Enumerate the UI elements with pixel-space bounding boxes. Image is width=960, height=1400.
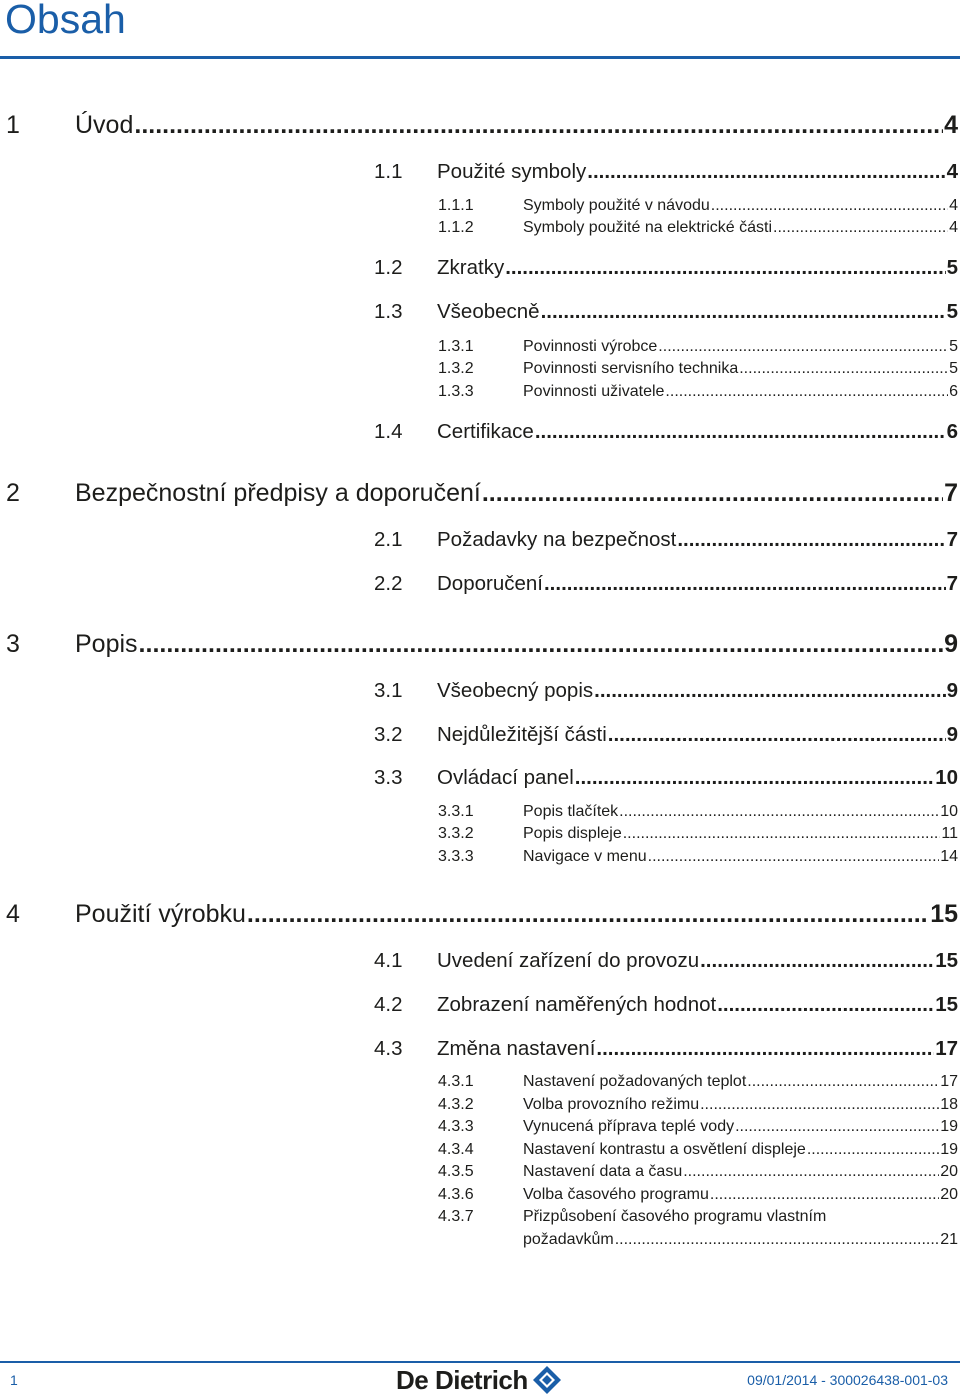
- toc-page: 4: [944, 111, 958, 139]
- toc-title: Ovládací panel: [437, 766, 574, 789]
- toc-page: 15: [935, 993, 958, 1016]
- toc-page: 7: [946, 572, 958, 595]
- toc-leader: [134, 111, 943, 140]
- toc-page: 4: [949, 197, 958, 214]
- toc-page: 14: [940, 848, 958, 865]
- footer-divider: [0, 1361, 960, 1363]
- toc-entry-4-3-5[interactable]: [438, 1163, 958, 1184]
- toc-entry-3-3[interactable]: [374, 766, 958, 792]
- toc-page: 19: [940, 1141, 958, 1158]
- toc-title: Popis: [75, 630, 138, 658]
- toc-page: 10: [935, 766, 958, 789]
- toc-number: 2: [6, 479, 20, 507]
- footer-document-reference: 09/01/2014 - 300026438-001-03: [747, 1372, 948, 1388]
- toc-leader: [587, 160, 945, 184]
- toc-title: Všeobecný popis: [437, 679, 594, 702]
- toc-page: 20: [940, 1186, 958, 1203]
- toc-entry-3-3-2[interactable]: [438, 825, 958, 846]
- toc-title: Povinnosti servisního technika: [523, 360, 739, 377]
- toc-entry-1-1-1[interactable]: [438, 197, 958, 218]
- toc-number: 4.3: [374, 1037, 403, 1060]
- toc-entry-3-1[interactable]: [374, 679, 958, 705]
- toc-number: 4.1: [374, 949, 403, 972]
- toc-page: 5: [949, 338, 958, 355]
- toc-leader: [700, 1096, 939, 1114]
- toc-page: 5: [949, 360, 958, 377]
- toc-number: 1.3.2: [438, 360, 474, 377]
- toc-page: 20: [940, 1163, 958, 1180]
- brand-name: De Dietrich: [396, 1364, 528, 1395]
- toc-entry-1[interactable]: [6, 111, 958, 143]
- toc-leader: [658, 338, 948, 356]
- toc-title: Změna nastavení: [437, 1037, 596, 1060]
- toc-title: Zkratky: [437, 256, 505, 279]
- toc-leader: [773, 219, 948, 237]
- toc-number: 4.3.1: [438, 1073, 474, 1090]
- toc-title: Volba provozního režimu: [523, 1096, 700, 1113]
- toc-leader: [608, 723, 946, 747]
- toc-number: 1.3.3: [438, 383, 474, 400]
- toc-page: 9: [944, 630, 958, 658]
- toc-title: Všeobecně: [437, 300, 540, 323]
- toc-page: 17: [935, 1037, 958, 1060]
- toc-entry-4-3-3[interactable]: [438, 1118, 958, 1139]
- toc-entry-3-2[interactable]: [374, 723, 958, 749]
- toc-number: 4.3.4: [438, 1141, 474, 1158]
- toc-entry-4-3-2[interactable]: [438, 1096, 958, 1117]
- toc-number: 1: [6, 111, 20, 139]
- toc-title: Úvod: [75, 111, 134, 139]
- toc-entry-1-2[interactable]: [374, 256, 958, 282]
- toc-title: Nastavení data a času: [523, 1163, 683, 1180]
- toc-number: 3.3: [374, 766, 403, 789]
- toc-entry-4-3-1[interactable]: [438, 1073, 958, 1094]
- brand-logo: [396, 1364, 562, 1396]
- toc-leader: [139, 630, 944, 659]
- toc-leader: [615, 1231, 939, 1249]
- toc-leader: [619, 803, 939, 821]
- toc-number: 1.3: [374, 300, 403, 323]
- page-header: [0, 0, 960, 46]
- toc-leader: [544, 572, 946, 596]
- toc-number: 3.2: [374, 723, 403, 746]
- toc-title: Uvedení zařízení do provozu: [437, 949, 700, 972]
- toc-number: 3.1: [374, 679, 403, 702]
- toc-number: 3.3.3: [438, 848, 474, 865]
- toc-number: 3: [6, 630, 20, 658]
- toc-leader: [665, 383, 948, 401]
- toc-title: Povinnosti výrobce: [523, 338, 658, 355]
- toc-number: 4.3.5: [438, 1163, 474, 1180]
- toc-leader: [596, 1037, 934, 1061]
- toc-number: 4: [6, 900, 20, 928]
- toc-title: Nastavení požadovaných teplot: [523, 1073, 747, 1090]
- toc-leader: [683, 1163, 939, 1181]
- toc-number: 4.3.2: [438, 1096, 474, 1113]
- toc-leader: [541, 300, 946, 324]
- toc-leader: [648, 848, 940, 866]
- toc-page: 11: [941, 825, 958, 842]
- toc-page: 9: [946, 679, 958, 702]
- page-title: Obsah: [5, 0, 126, 42]
- toc-title: Symboly použité v návodu: [523, 197, 710, 214]
- toc-title: Povinnosti uživatele: [523, 383, 665, 400]
- toc-entry-3-3-1[interactable]: [438, 803, 958, 824]
- toc-entry-2[interactable]: [6, 479, 958, 511]
- toc-leader: [247, 900, 929, 929]
- toc-page: 15: [930, 900, 958, 928]
- toc-page: 6: [946, 420, 958, 443]
- toc-page: 7: [946, 528, 958, 551]
- toc-entry-1-4[interactable]: [374, 420, 958, 446]
- toc-page: 10: [940, 803, 958, 820]
- toc-number: 3.3.2: [438, 825, 474, 842]
- toc-title: Přizpůsobení časového programu vlastním: [523, 1208, 827, 1225]
- toc-page: 19: [940, 1118, 958, 1135]
- toc-title: Navigace v menu: [523, 848, 647, 865]
- toc-page: 9: [946, 723, 958, 746]
- toc-leader: [739, 360, 948, 378]
- toc-page: 6: [949, 383, 958, 400]
- toc-entry-1-3-1[interactable]: [438, 338, 958, 359]
- toc-title: Vynucená příprava teplé vody: [523, 1118, 735, 1135]
- toc-leader: [623, 825, 941, 843]
- toc-entry-3-3-3[interactable]: [438, 848, 958, 869]
- toc-number: 1.2: [374, 256, 403, 279]
- toc-page: 21: [940, 1231, 958, 1248]
- toc-leader: [594, 679, 945, 703]
- toc-title: Volba časového programu: [523, 1186, 709, 1203]
- toc-entry-2-2[interactable]: [374, 572, 958, 598]
- toc-title: Certifikace: [437, 420, 534, 443]
- toc-leader: [807, 1141, 939, 1159]
- toc-leader: [710, 1186, 939, 1204]
- brand-diamond-icon: [532, 1365, 562, 1395]
- toc-title: Použité symboly: [437, 160, 587, 183]
- toc-page: 18: [940, 1096, 958, 1113]
- toc-entry-3[interactable]: [6, 630, 958, 662]
- toc-number: 4.2: [374, 993, 403, 1016]
- toc-number: 1.1: [374, 160, 403, 183]
- toc-title: Popis tlačítek: [523, 803, 619, 820]
- toc-leader: [677, 528, 945, 552]
- toc-entry-1-3[interactable]: [374, 300, 958, 326]
- toc-leader: [700, 949, 934, 973]
- toc-page: 5: [946, 300, 958, 323]
- toc-number: 1.1.1: [438, 197, 474, 214]
- toc-entry-1-1-2[interactable]: [438, 219, 958, 240]
- toc-title-continued: požadavkům: [523, 1231, 614, 1248]
- toc-page: 17: [940, 1073, 958, 1090]
- toc-entry-4-3-6[interactable]: [438, 1186, 958, 1207]
- toc-entry-1-1[interactable]: [374, 160, 958, 186]
- toc-title: Použití výrobku: [75, 900, 246, 928]
- toc-number: 1.1.2: [438, 219, 474, 236]
- toc-number: 4.3.6: [438, 1186, 474, 1203]
- toc-leader: [735, 1118, 939, 1136]
- toc-title: Popis displeje: [523, 825, 622, 842]
- toc-entry-4-3-7-continued[interactable]: [523, 1231, 958, 1252]
- toc-leader: [711, 197, 948, 215]
- toc-title: Požadavky na bezpečnost: [437, 528, 677, 551]
- toc-number: 4.3.7: [438, 1208, 474, 1225]
- toc-entry-2-1[interactable]: [374, 528, 958, 554]
- toc-entry-1-3-2[interactable]: [438, 360, 958, 381]
- toc-number: 2.1: [374, 528, 403, 551]
- toc-number: 1.4: [374, 420, 403, 443]
- footer-page-number: 1: [10, 1372, 18, 1388]
- toc-leader: [717, 993, 934, 1017]
- toc-number: 3.3.1: [438, 803, 474, 820]
- toc-number: 1.3.1: [438, 338, 474, 355]
- toc-entry-4-2[interactable]: [374, 993, 958, 1019]
- toc-page: 15: [935, 949, 958, 972]
- toc-leader: [505, 256, 945, 280]
- toc-title: Zobrazení naměřených hodnot: [437, 993, 717, 1016]
- toc-title: Bezpečnostní předpisy a doporučení: [75, 479, 481, 507]
- toc-entry-1-3-3[interactable]: [438, 383, 958, 404]
- toc-page: 7: [944, 479, 958, 507]
- toc-title: Nejdůležitější části: [437, 723, 607, 746]
- title-divider: [0, 56, 960, 59]
- toc-page: 4: [949, 219, 958, 236]
- toc-entry-4-3[interactable]: [374, 1037, 958, 1063]
- toc-leader: [535, 420, 946, 444]
- toc-leader: [482, 479, 943, 508]
- toc-number: 2.2: [374, 572, 403, 595]
- toc-title: Nastavení kontrastu a osvětlení displeje: [523, 1141, 806, 1158]
- toc-title: Doporučení: [437, 572, 543, 595]
- toc-entry-4-3-4[interactable]: [438, 1141, 958, 1162]
- toc-page: 5: [946, 256, 958, 279]
- toc-number: 4.3.3: [438, 1118, 474, 1135]
- toc-title: Symboly použité na elektrické části: [523, 219, 772, 236]
- toc-entry-4-1[interactable]: [374, 949, 958, 975]
- toc-leader: [747, 1073, 939, 1091]
- toc-leader: [575, 766, 934, 790]
- toc-entry-4-3-7[interactable]: [438, 1208, 958, 1229]
- toc-entry-4[interactable]: [6, 900, 958, 932]
- toc-page: 4: [946, 160, 958, 183]
